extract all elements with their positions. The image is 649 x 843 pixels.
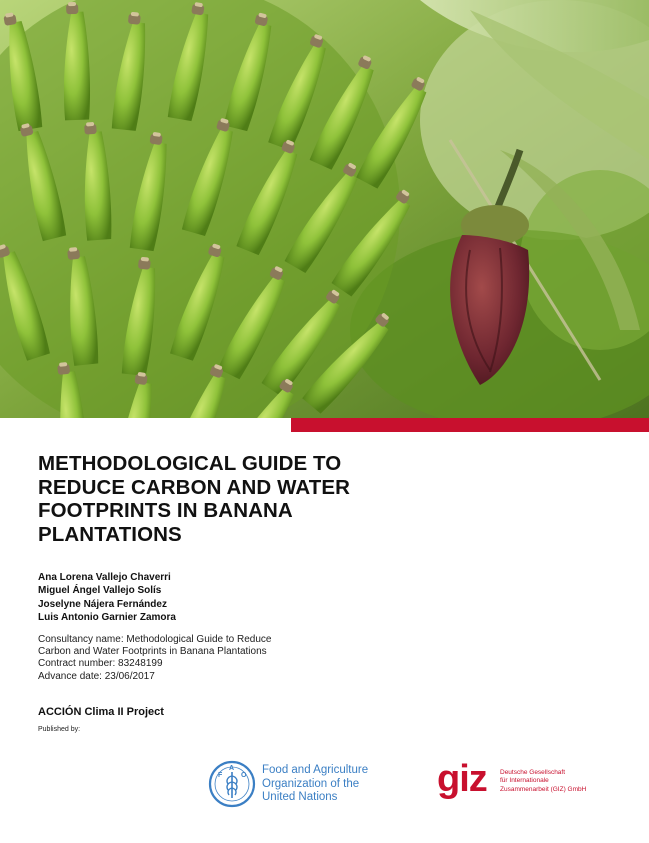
fao-name-line: Food and Agriculture	[262, 764, 369, 776]
fao-name-line: United Nations	[262, 791, 338, 804]
title-line: FOOTPRINTS IN BANANA	[38, 499, 293, 522]
banana-bunch-photo	[0, 0, 649, 418]
giz-name-line: für Internationale	[500, 777, 549, 785]
consultancy-name: Consultancy name: Methodological Guide to Reduce	[38, 634, 272, 645]
title-line: PLANTATIONS	[38, 522, 182, 546]
giz-logo: giz	[437, 758, 487, 800]
fao-emblem-icon	[208, 760, 256, 808]
giz-name	[500, 769, 586, 794]
accent-bar	[291, 418, 649, 432]
author-name: Luis Antonio Garnier Zamora	[38, 612, 176, 624]
giz-name-line: Deutsche Gesellschaft	[500, 769, 566, 776]
author-list	[38, 571, 338, 625]
fao-name-line: Organization of the	[262, 777, 360, 790]
svg-text:O: O	[241, 772, 247, 779]
cover-photo	[0, 0, 649, 418]
consultancy-name-cont: Carbon and Water Footprints in Banana Plantations	[38, 646, 267, 658]
title-line: REDUCE CARBON AND WATER	[38, 475, 351, 499]
published-by-label: Published by:	[38, 726, 81, 733]
consultancy-info	[38, 634, 338, 683]
contract-number: Contract number: 83248199	[38, 658, 163, 670]
svg-text:A: A	[229, 765, 235, 772]
giz-name-line: Zusammenarbeit (GIZ) GmbH	[500, 785, 587, 793]
title-line: METHODOLOGICAL GUIDE TO	[38, 452, 342, 475]
author-name: Ana Lorena Vallejo Chaverri	[38, 572, 171, 583]
svg-text:F: F	[218, 772, 223, 779]
document-title	[38, 452, 418, 546]
project-name: ACCIÓN Clima II Project	[38, 706, 164, 718]
author-name: Joselyne Nájera Fernández	[38, 598, 167, 610]
fao-name	[262, 764, 368, 805]
author-name: Miguel Ángel Vallejo Solís	[38, 585, 162, 597]
advance-date: Advance date: 23/06/2017	[38, 670, 155, 682]
